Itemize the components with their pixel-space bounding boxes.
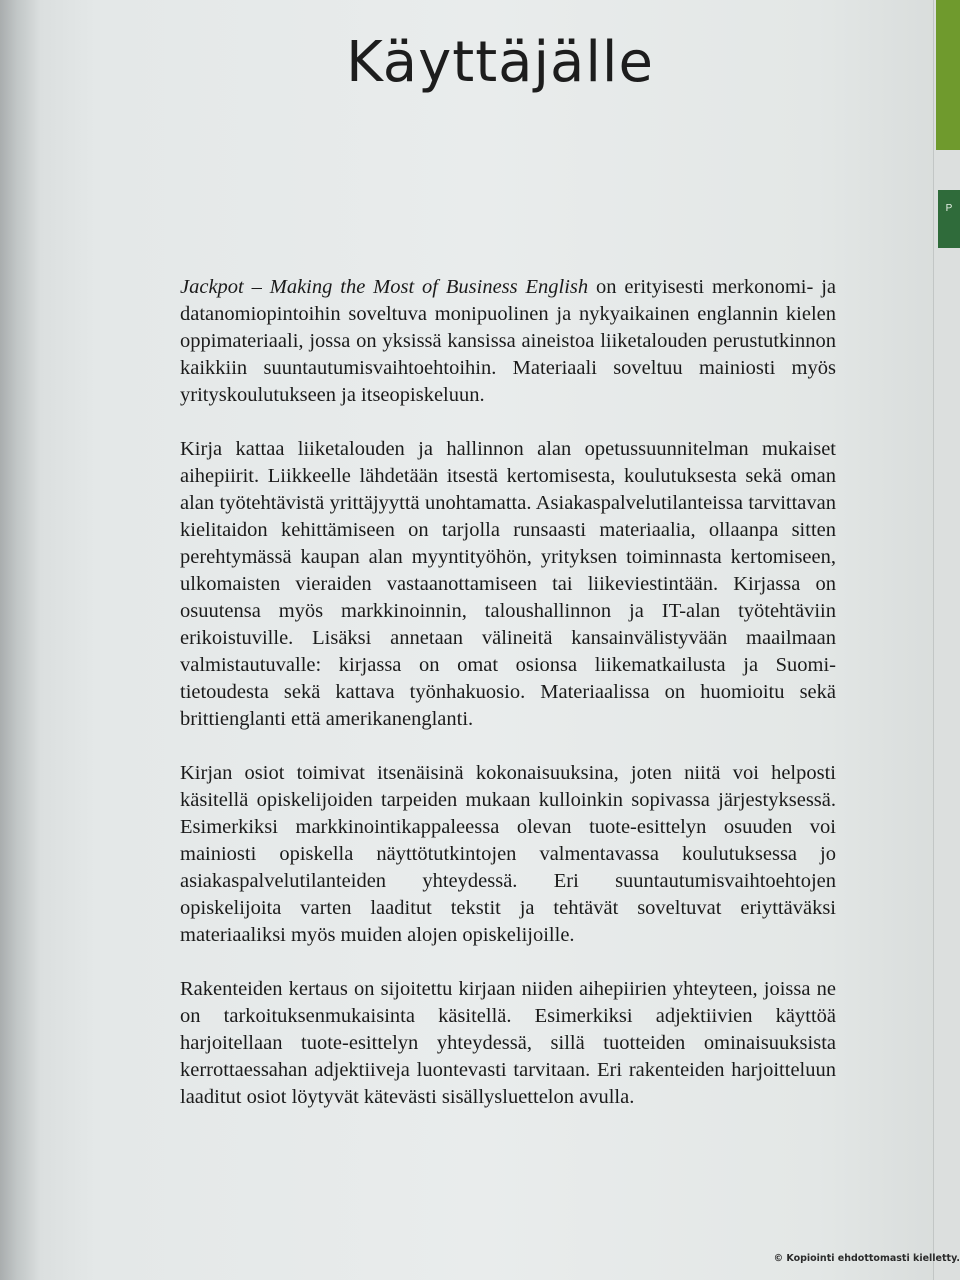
page-title: Käyttäjälle: [346, 30, 654, 95]
paragraph-1-text: on erityisesti merkonomi- ja datanomiopintoihin soveltuva monipuolinen ja nykyaikainen englannin kielen oppimateriaali, jossa on yksissä kansissa aineistoa liiketalouden perustutkinnon kaikkiin suuntautumisvaihtoehtoihin. Materiaali soveltuu mainiosti myös yrityskoulutukseen ja itseopiskeluun.: [180, 276, 836, 406]
green-section-tab: P: [938, 190, 960, 248]
paragraph-2: Kirja kattaa liiketalouden ja hallinnon alan opetussuunnitelman mukaiset aihepiirit. Liikkeelle lähdetään itsestä kertomisesta, koulutuksesta sekä oman alan työtehtävistä yrittäjyyttä unohtamatta. Asiakaspalvelutilanteissa tarvittavan kielitaidon kehittämiseen on tarjolla runsaasti materiaalia, ollaanpa sitten perehtymässä kaupan alan myyntityöhön, yrityksen toiminnasta kertomiseen, ulkomaisten vieraiden vastaanottamiseen tai liikeviestintään. Kirjassa on osuutensa myös markkinoinnin, taloushallinnon ja IT-alan työtehtäviin erikoistuville. Lisäksi annetaan välineitä kansainvälistyvään maailmaan valmistautuvalle: kirjassa on omat osionsa liikematkailusta ja Suomi-tietoudesta sekä kattava työnhakuosio. Materiaalissa on huomioitu sekä brittienglanti että amerikanenglanti.: [180, 438, 836, 730]
book-title: Jackpot – Making the Most of Business English: [180, 276, 589, 298]
paragraph-1: [180, 274, 836, 409]
green-color-strip: [936, 0, 960, 150]
paragraph-4: Rakenteiden kertaus on sijoitettu kirjaan niiden aihepiirien yhteyteen, joissa ne on tarkoituksenmukaisinta käsitellä. Esimerkiksi adjektiivien käyttöä harjoitellaan tuote-esittelyn yhteydessä, sillä tuotteiden ominaisuuksista kerrottaessahan adjektiiveja luontevasti tarvitaan. Eri rakenteiden harjoitteluun laaditut osiot löytyvät kätevästi sisällysluettelon avulla.: [180, 978, 836, 1108]
copyright-footer: © Kopiointi ehdottomasti kielletty.: [773, 1253, 960, 1264]
body-text: [180, 274, 836, 1111]
paragraph-3: Kirjan osiot toimivat itsenäisinä kokonaisuuksina, joten niitä voi helposti käsitellä opiskelijoiden tarpeiden mukaan kulloinkin sopivassa järjestyksessä. Esimerkiksi markkinointikappaleessa olevan tuote-esittelyn osuuden voi mainiosti opiskella näyttötutkintojen valmentavassa koulutuksessa jo asiakaspalvelutilanteiden yhteydessä. Eri suuntautumisvaihtoehtojen opiskelijoita varten laaditut tekstit ja tehtävät soveltuvat eriyttäväksi materiaaliksi myös muiden alojen opiskelijoille.: [180, 762, 836, 946]
